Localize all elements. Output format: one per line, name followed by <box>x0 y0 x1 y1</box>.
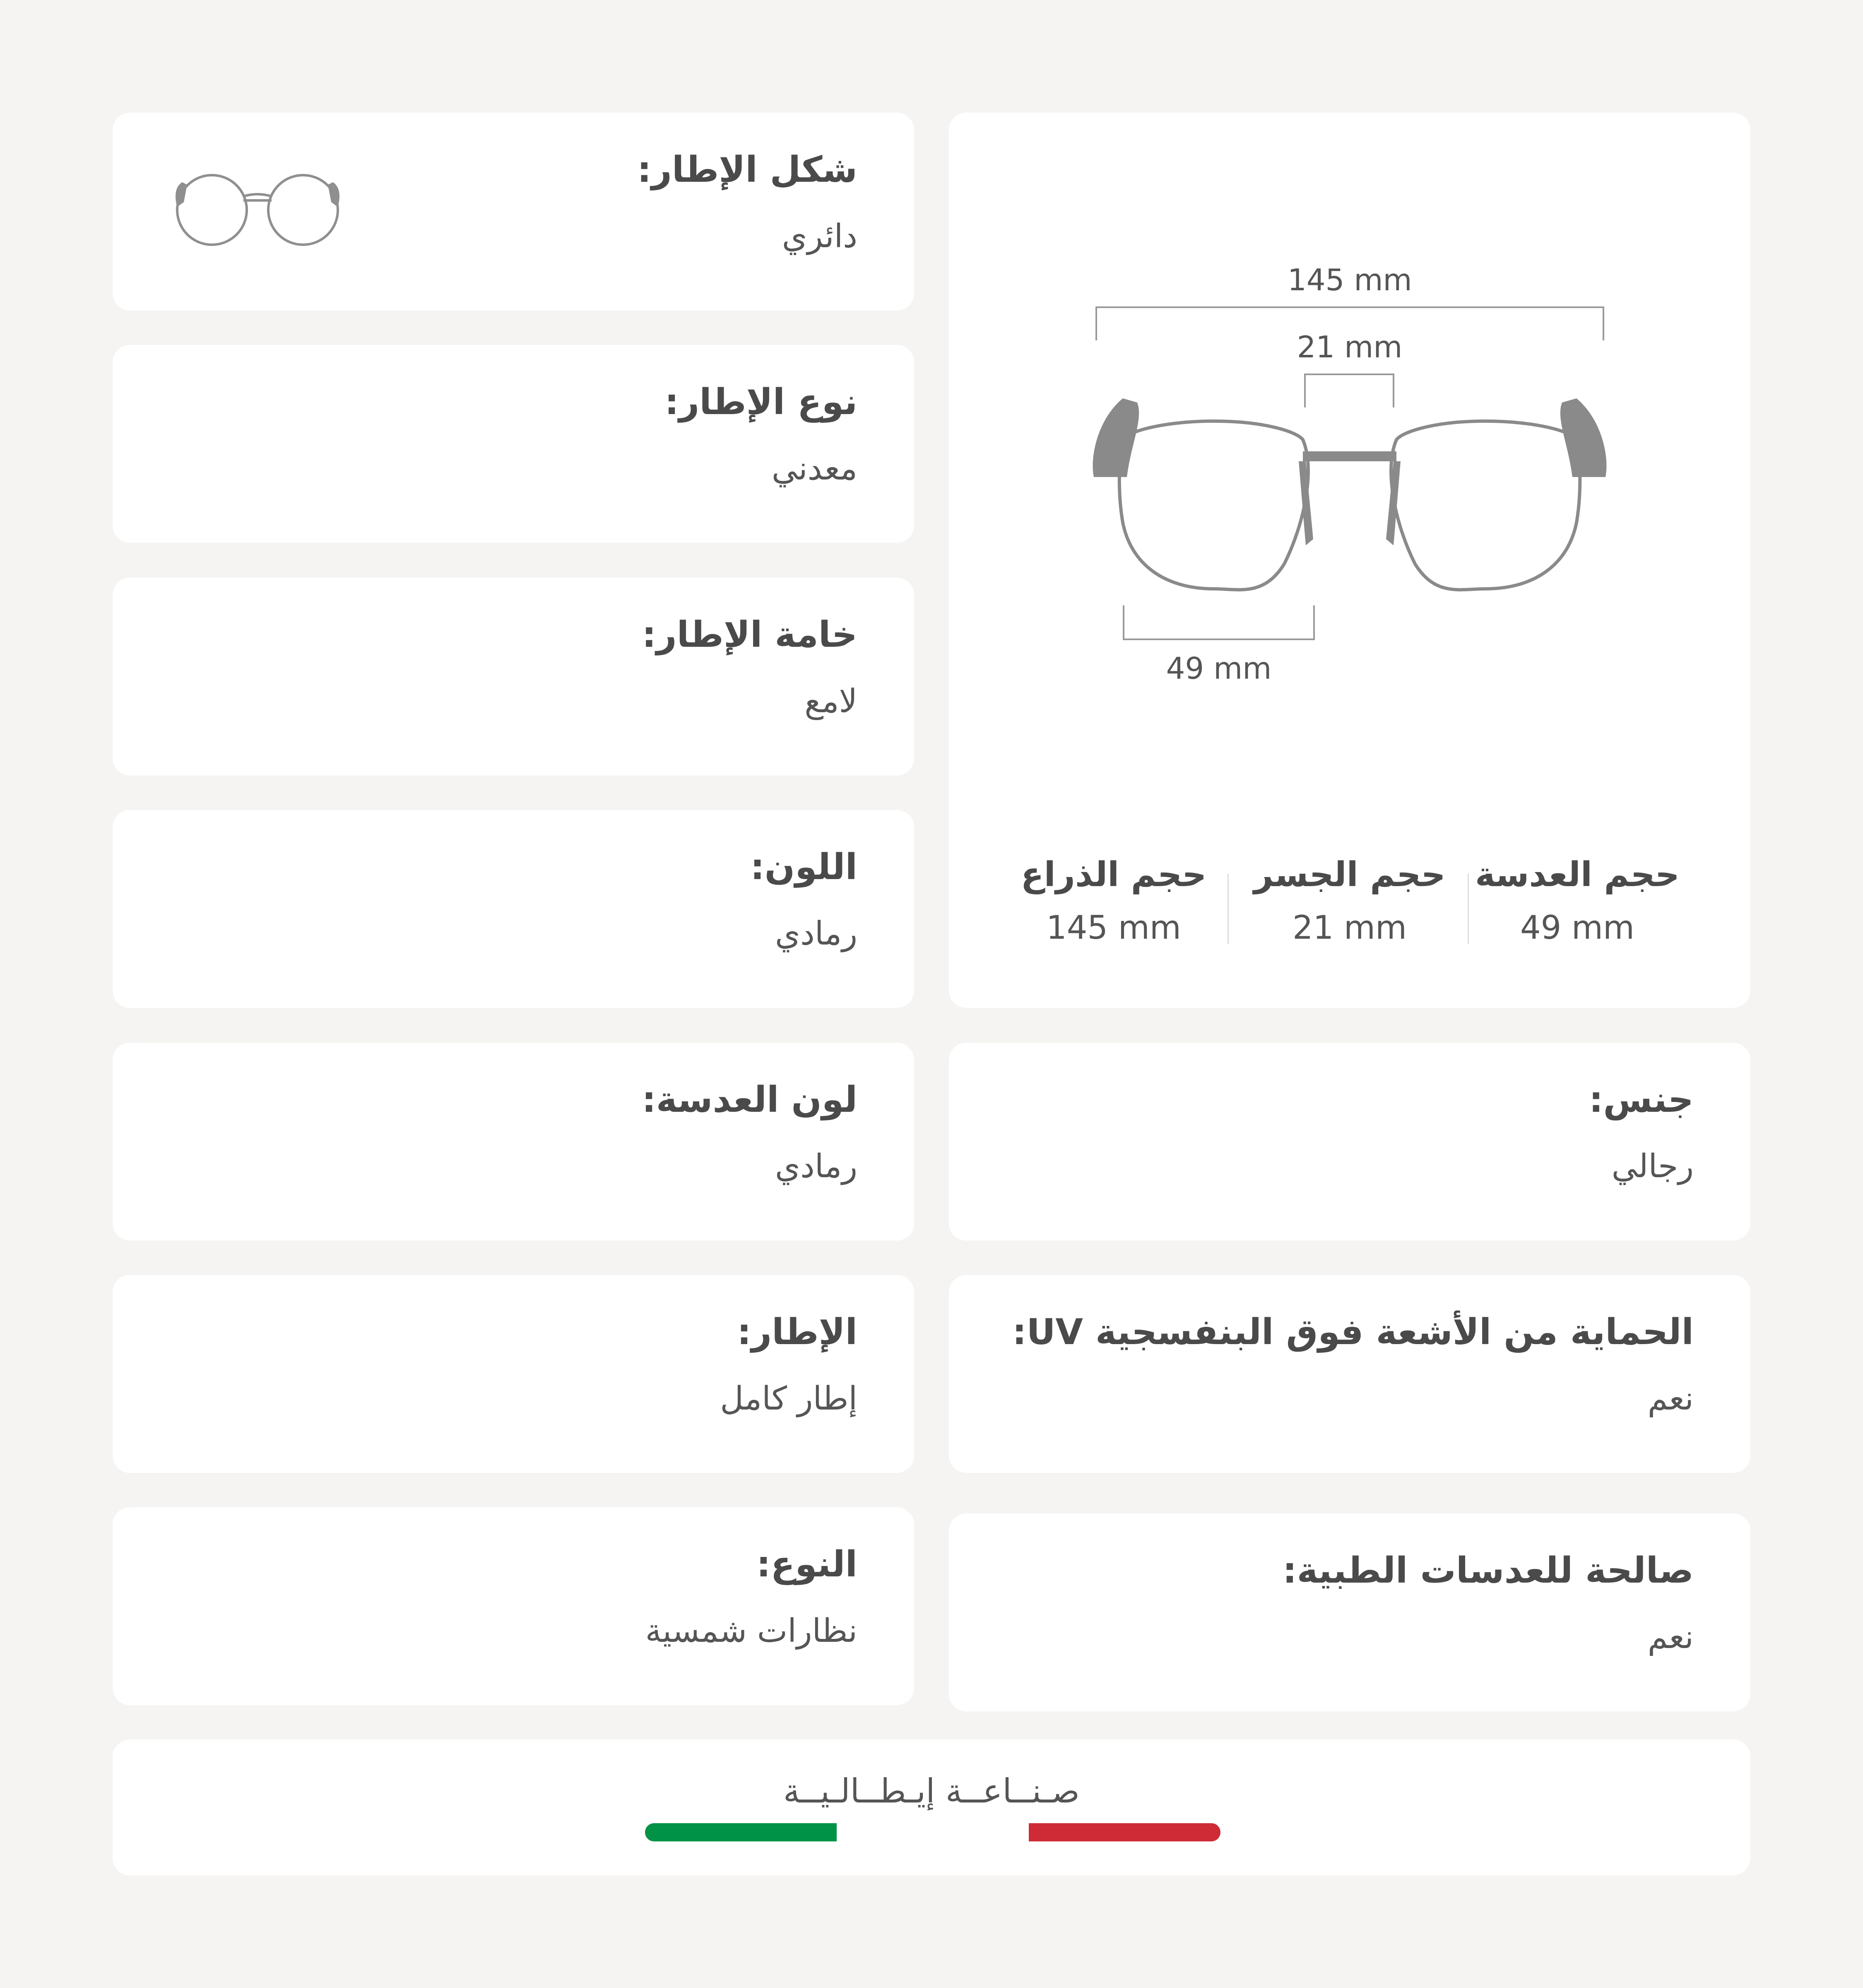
size-lens <box>1470 855 1685 947</box>
size-bridge <box>1242 855 1457 947</box>
spec-value: معدني <box>771 450 857 487</box>
spec-card-color <box>113 810 914 1008</box>
spec-value: رجالي <box>1611 1148 1694 1185</box>
spec-label: جنس: <box>1589 1079 1694 1121</box>
spec-value: رمادي <box>775 1148 857 1185</box>
glasses-size-card <box>949 113 1750 1008</box>
made-in-italy-card <box>113 1740 1750 1875</box>
spec-label: اللون: <box>750 846 857 888</box>
spec-label: صالحة للعدسات الطبية: <box>1283 1550 1694 1591</box>
made-in-italy-text: صـنــاعــة إيـطــالـيــة <box>783 1772 1080 1810</box>
total-width-label: 145 mm <box>1288 263 1412 297</box>
spec-label: النوع: <box>756 1544 857 1585</box>
spec-card-prescription <box>949 1513 1750 1711</box>
glasses-measurement-diagram <box>949 113 1750 734</box>
spec-label: خامة الإطار: <box>642 614 857 655</box>
size-bridge-value: 21 mm <box>1292 909 1407 947</box>
spec-value: إطار كامل <box>720 1380 857 1417</box>
flag-green <box>645 1823 837 1841</box>
spec-card-lens-color <box>113 1043 914 1241</box>
flag-white <box>837 1823 1028 1841</box>
round-glasses-icon <box>162 171 353 249</box>
spec-value: نعم <box>1647 1380 1694 1417</box>
spec-card-frame-finish <box>113 578 914 776</box>
size-temple <box>1006 855 1221 947</box>
spec-card-kind <box>113 1507 914 1705</box>
italian-flag-bar <box>645 1823 1220 1841</box>
size-temple-value: 145 mm <box>1046 909 1181 947</box>
spec-card-gender <box>949 1043 1750 1241</box>
spec-value: نظارات شمسية <box>645 1612 857 1650</box>
size-lens-label: حجم العدسة <box>1475 855 1680 894</box>
size-temple-label: حجم الذراع <box>1021 855 1207 894</box>
spec-card-frame-type <box>113 345 914 543</box>
size-divider <box>1228 874 1229 944</box>
spec-value: رمادي <box>775 915 857 952</box>
spec-label: الحماية من الأشعة فوق البنفسجية UV: <box>1012 1311 1694 1353</box>
spec-card-frame-shape <box>113 113 914 311</box>
spec-value: نعم <box>1647 1619 1694 1656</box>
spec-label: الإطار: <box>737 1311 857 1353</box>
spec-value: دائري <box>782 218 857 255</box>
size-divider <box>1468 874 1469 944</box>
spec-label: نوع الإطار: <box>664 381 857 423</box>
spec-value: لامع <box>804 683 857 720</box>
size-bridge-label: حجم الجسر <box>1254 855 1446 894</box>
spec-card-rim <box>113 1275 914 1473</box>
size-lens-value: 49 mm <box>1520 909 1634 947</box>
spec-label: شكل الإطار: <box>637 149 857 190</box>
spec-card-uv-protection <box>949 1275 1750 1473</box>
lens-width-label: 49 mm <box>1166 651 1272 686</box>
bridge-width-label: 21 mm <box>1297 330 1403 364</box>
flag-red <box>1029 1823 1220 1841</box>
spec-label: لون العدسة: <box>642 1079 857 1121</box>
